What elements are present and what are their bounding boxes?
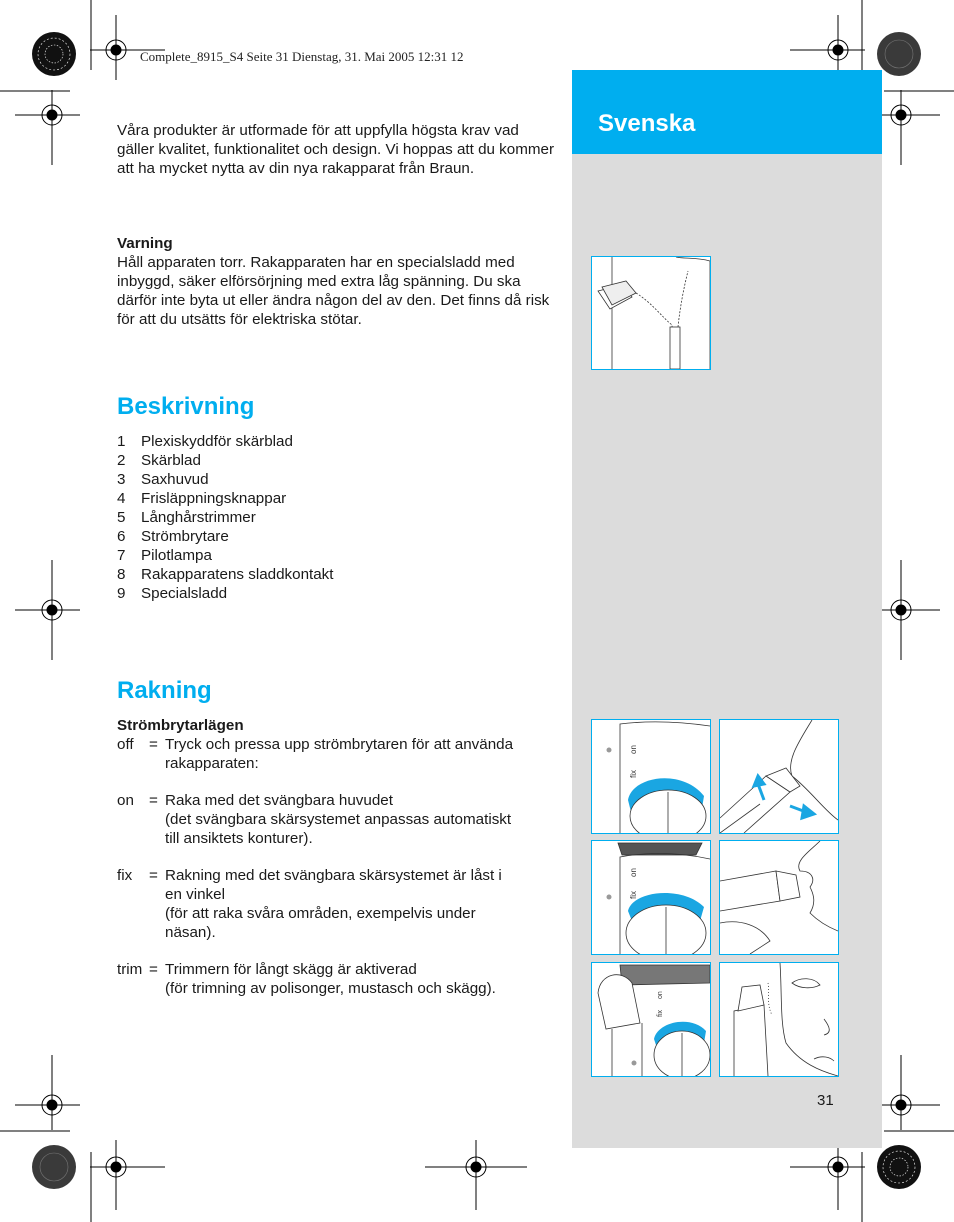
svg-text:fix: fix xyxy=(629,770,638,778)
print-header: Complete_8915_S4 Seite 31 Dienstag, 31. Mai 2005 12:31 12 xyxy=(140,49,464,64)
figure-trimming-sideburns xyxy=(719,962,839,1077)
language-title: Svenska xyxy=(598,110,696,137)
svg-text:fix: fix xyxy=(657,1010,664,1017)
switch-modes-list xyxy=(117,735,557,998)
svg-text:fix: fix xyxy=(629,891,638,899)
mode-on: on = Raka med det svängbara huvudet (det svängbara skärsystemet anpassas automatiskt till ansiktets konturer). xyxy=(117,792,512,847)
figure-shaving-under-nose xyxy=(719,840,839,955)
svg-text:on: on xyxy=(657,991,664,999)
switch-on-illustration xyxy=(592,720,710,833)
figure-switch-on xyxy=(591,719,711,834)
list-item: 1 Plexiskyddför skärblad xyxy=(117,433,293,450)
switch-modes-heading: Strömbrytarlägen xyxy=(117,717,244,734)
description-title: Beskrivning xyxy=(117,393,255,420)
list-item: 2 Skärblad xyxy=(117,452,201,469)
figure-switch-trim xyxy=(591,962,711,1077)
shaving-title: Rakning xyxy=(117,677,212,704)
warning-heading: Varning xyxy=(117,235,173,252)
shaving-face-illustration xyxy=(720,720,838,833)
parts-list xyxy=(117,432,334,603)
list-item: 5 Långhårstrimmer xyxy=(117,509,256,526)
svg-text:on: on xyxy=(629,868,638,877)
shaving-under-nose-illustration xyxy=(720,841,838,954)
list-item: 4 Frisläppningsknappar xyxy=(117,490,287,507)
figure-power-plug xyxy=(591,256,711,370)
list-item: 3 Saxhuvud xyxy=(117,471,209,488)
switch-trim-illustration xyxy=(592,963,710,1076)
svg-text:on: on xyxy=(629,745,638,754)
warning-text: Håll apparaten torr. Rakapparaten har en specialsladd med inbyggd, säker elförsörjning med extra låg spänning. Du ska därför inte byta ut eller ändra någon del av den. Det finns då risk för att du utsätts för elektriska stötar. xyxy=(117,254,550,328)
list-item: 9 Specialsladd xyxy=(117,585,228,602)
figure-switch-fix xyxy=(591,840,711,955)
switch-fix-illustration xyxy=(592,841,710,954)
figure-shaving-face xyxy=(719,719,839,834)
mode-fix: fix = Rakning med det svängbara skärsystemet är låst i en vinkel (för att raka svåra områden, exempelvis under näsan). xyxy=(117,867,502,941)
list-item: 8 Rakapparatens sladdkontakt xyxy=(117,566,334,583)
page-number: 31 xyxy=(817,1092,834,1109)
intro-paragraph: Våra produkter är utformade för att uppfylla högsta krav vad gäller kvalitet, funktionalitet och design. Vi hoppas att du kommer att ha mycket nytta av din nya rakapparat från Braun. xyxy=(117,122,555,177)
plug-cord-illustration xyxy=(592,257,710,369)
mode-trim: trim = Trimmern för långt skägg är aktiverad (för trimning av polisonger, mustasch och skägg). xyxy=(117,961,496,997)
mode-off: off = Tryck och pressa upp strömbrytaren för att använda rakapparaten: xyxy=(117,736,514,772)
trimming-sideburns-illustration xyxy=(720,963,838,1076)
list-item: 6 Strömbrytare xyxy=(117,528,229,545)
list-item: 7 Pilotlampa xyxy=(117,547,212,564)
